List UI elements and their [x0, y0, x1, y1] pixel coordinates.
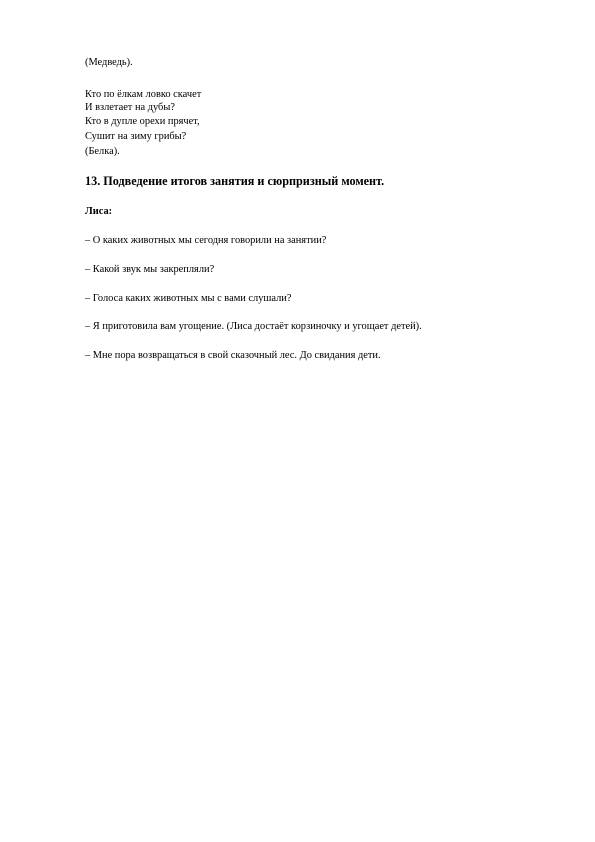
previous-riddle-answer: (Медведь). — [85, 57, 133, 68]
riddle-line: Кто в дупле орехи прячет, — [85, 116, 200, 127]
section-heading: 13. Подведение итогов занятия и сюрпризный момент. — [85, 174, 385, 188]
dialogue-line: – Голоса каких животных мы с вами слушали? — [85, 293, 292, 304]
dialogue-line: – О каких животных мы сегодня говорили на занятии? — [85, 235, 327, 246]
riddle-answer: (Белка). — [85, 146, 120, 157]
dialogue-line: – Мне пора возвращаться в свой сказочный лес. До свидания дети. — [85, 350, 381, 361]
dialogue-line: – Какой звук мы закрепляли? — [85, 264, 215, 275]
riddle-line: Кто по ёлкам ловко скачет — [85, 89, 202, 100]
riddle-line: И взлетает на дубы? — [85, 102, 175, 113]
dialogue-line: – Я приготовила вам угощение. (Лиса достаёт корзиночку и угощает детей). — [85, 321, 422, 332]
riddle-line: Сушит на зиму грибы? — [85, 131, 187, 142]
speaker-label: Лиса: — [85, 206, 113, 217]
